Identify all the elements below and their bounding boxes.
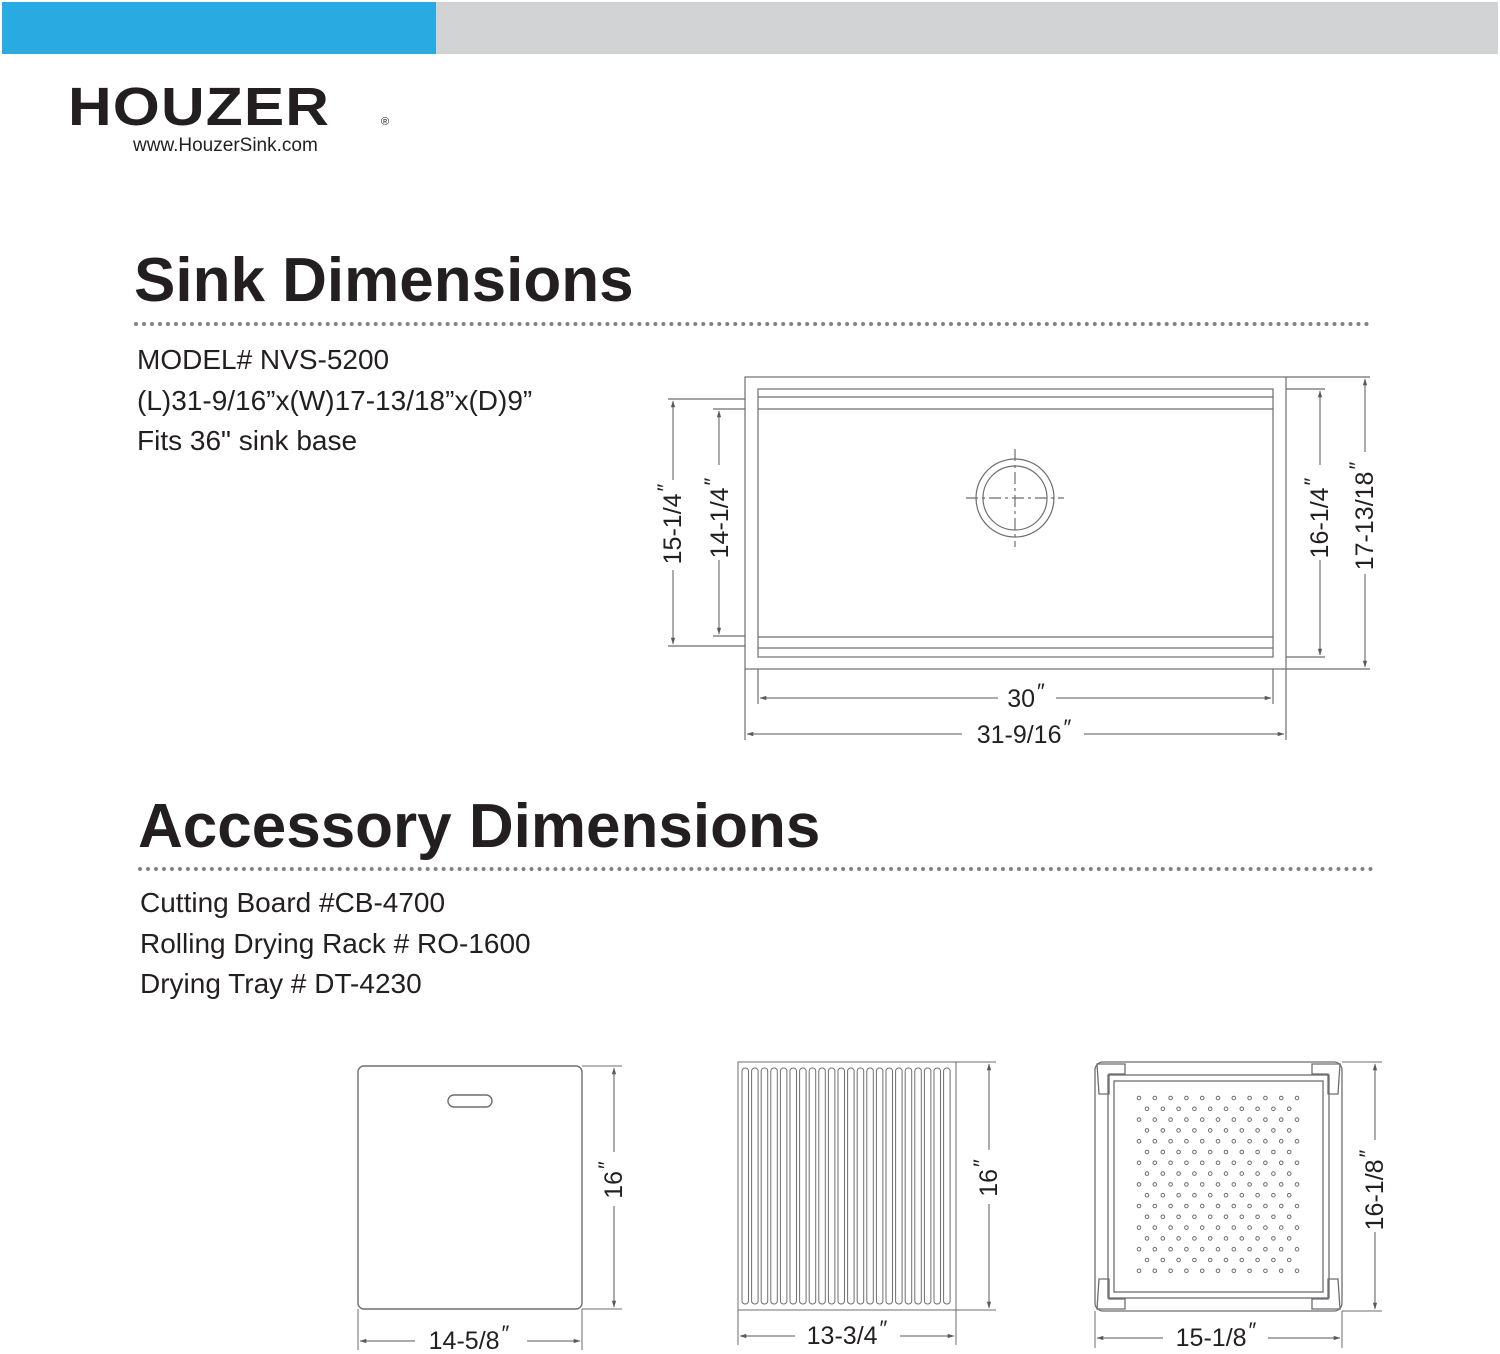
tray-hole	[1287, 1107, 1291, 1111]
tray-hole	[1185, 1226, 1189, 1230]
tray-hole	[1279, 1118, 1283, 1122]
tray-hole	[1145, 1237, 1149, 1241]
tray-hole	[1153, 1204, 1157, 1208]
tray-hole	[1200, 1247, 1204, 1251]
tray-corner-br	[1312, 1279, 1340, 1309]
tray-hole	[1177, 1150, 1181, 1154]
tray-hole	[1200, 1139, 1204, 1143]
tray-hole	[1177, 1107, 1181, 1111]
tray-hole	[1216, 1269, 1220, 1273]
tray-hole	[1264, 1118, 1268, 1122]
tray-hole	[1161, 1172, 1165, 1176]
tray-hole	[1232, 1118, 1236, 1122]
tray-hole	[1256, 1258, 1260, 1262]
tray-hole	[1264, 1247, 1268, 1251]
accessory-drying-rack: Rolling Drying Rack # RO-1600	[140, 927, 531, 959]
tray-hole	[1279, 1161, 1283, 1165]
tray-hole	[1208, 1172, 1212, 1176]
tray-corner-tl	[1097, 1064, 1125, 1094]
tray-hole	[1232, 1183, 1236, 1187]
sink-model: MODEL# NVS-5200	[137, 344, 390, 375]
tray-hole	[1137, 1161, 1141, 1165]
tray-hole	[1264, 1226, 1268, 1230]
rack-bar	[857, 1068, 864, 1304]
tray-hole	[1240, 1215, 1244, 1219]
tray-hole	[1272, 1172, 1276, 1176]
sink-depth-inner-label: 14-1/4″	[700, 477, 734, 559]
tray-hole	[1200, 1161, 1204, 1165]
tray-hole	[1272, 1129, 1276, 1133]
tray-hole	[1256, 1150, 1260, 1154]
tray-hole	[1264, 1204, 1268, 1208]
tray-hole	[1295, 1161, 1299, 1165]
tray-hole	[1177, 1193, 1181, 1197]
tray-hole	[1264, 1139, 1268, 1143]
tray-hole	[1145, 1107, 1149, 1111]
tray-hole	[1177, 1129, 1181, 1133]
tray-hole	[1208, 1237, 1212, 1241]
tray-hole	[1272, 1258, 1276, 1262]
tray-hole	[1185, 1096, 1189, 1100]
tray-hole	[1272, 1193, 1276, 1197]
tray-hole	[1279, 1204, 1283, 1208]
tray-hole	[1137, 1183, 1141, 1187]
tray-hole	[1240, 1237, 1244, 1241]
rack-bar	[896, 1068, 903, 1304]
tray-hole	[1256, 1107, 1260, 1111]
tray-hole	[1153, 1183, 1157, 1187]
tray-hole	[1169, 1269, 1173, 1273]
tray-hole	[1193, 1193, 1197, 1197]
tray-hole	[1256, 1215, 1260, 1219]
tray-hole	[1169, 1118, 1173, 1122]
tray-hole	[1216, 1247, 1220, 1251]
rack-bar	[838, 1068, 845, 1304]
tray-hole	[1153, 1226, 1157, 1230]
rack-bar	[742, 1068, 749, 1304]
cutting-board-drawing	[358, 1066, 622, 1350]
tray-hole	[1161, 1215, 1165, 1219]
tray-hole	[1232, 1204, 1236, 1208]
tray-hole	[1169, 1247, 1173, 1251]
drying-tray-drawing	[1095, 1062, 1382, 1348]
tray-hole	[1169, 1226, 1173, 1230]
rack-bar	[944, 1068, 951, 1304]
tray-hole	[1169, 1183, 1173, 1187]
tray-hole	[1224, 1237, 1228, 1241]
tray-hole	[1264, 1096, 1268, 1100]
tray-hole	[1287, 1215, 1291, 1219]
tray-hole	[1216, 1226, 1220, 1230]
tray-hole	[1248, 1118, 1252, 1122]
tray-hole	[1216, 1204, 1220, 1208]
tray-hole	[1232, 1269, 1236, 1273]
drain-icon	[966, 449, 1064, 547]
tray-hole	[1193, 1215, 1197, 1219]
tray-hole	[1264, 1161, 1268, 1165]
drying-tray-width-label: 15-1/8″	[1175, 1318, 1257, 1352]
cutting-board-width-label: 14-5/8″	[428, 1321, 510, 1354]
tray-hole	[1161, 1107, 1165, 1111]
tray-hole	[1216, 1118, 1220, 1122]
tray-hole	[1153, 1118, 1157, 1122]
tray-hole	[1216, 1183, 1220, 1187]
tray-hole	[1295, 1096, 1299, 1100]
tray-hole	[1248, 1247, 1252, 1251]
tray-hole	[1287, 1193, 1291, 1197]
tray-hole	[1153, 1161, 1157, 1165]
tray-hole	[1153, 1139, 1157, 1143]
tray-hole	[1287, 1237, 1291, 1241]
tray-hole	[1161, 1193, 1165, 1197]
rack-bar	[790, 1068, 797, 1304]
tray-hole	[1279, 1269, 1283, 1273]
tray-hole	[1224, 1129, 1228, 1133]
tray-hole	[1185, 1118, 1189, 1122]
tray-hole	[1248, 1183, 1252, 1187]
drying-tray-height-label: 16-1/8″	[1355, 1149, 1389, 1231]
tray-hole	[1185, 1247, 1189, 1251]
cutting-board-height-label: 16″	[594, 1161, 628, 1199]
tray-hole	[1295, 1139, 1299, 1143]
rack-bar	[752, 1068, 759, 1304]
tray-hole	[1208, 1150, 1212, 1154]
tray-hole	[1200, 1226, 1204, 1230]
tray-hole	[1295, 1226, 1299, 1230]
tray-hole	[1248, 1204, 1252, 1208]
tray-hole	[1279, 1139, 1283, 1143]
tray-hole	[1137, 1247, 1141, 1251]
tray-hole	[1256, 1172, 1260, 1176]
tray-hole	[1177, 1237, 1181, 1241]
rack-bar	[915, 1068, 922, 1304]
tray-hole	[1200, 1183, 1204, 1187]
tray-hole	[1240, 1193, 1244, 1197]
tray-hole	[1137, 1226, 1141, 1230]
tray-hole	[1240, 1258, 1244, 1262]
cutting-board-outline	[358, 1066, 582, 1309]
tray-hole	[1264, 1183, 1268, 1187]
tray-hole	[1145, 1129, 1149, 1133]
tray-hole	[1248, 1139, 1252, 1143]
tray-hole	[1145, 1258, 1149, 1262]
tray-hole	[1279, 1226, 1283, 1230]
tray-hole	[1287, 1150, 1291, 1154]
tray-hole	[1153, 1096, 1157, 1100]
tray-hole	[1193, 1129, 1197, 1133]
rack-bar	[886, 1068, 893, 1304]
tray-hole	[1208, 1258, 1212, 1262]
tray-hole	[1145, 1150, 1149, 1154]
tray-hole	[1272, 1215, 1276, 1219]
tray-hole	[1161, 1258, 1165, 1262]
tray-hole	[1232, 1096, 1236, 1100]
rack-bar	[780, 1068, 787, 1304]
rack-bar	[876, 1068, 883, 1304]
tray-hole	[1200, 1096, 1204, 1100]
tray-hole	[1145, 1215, 1149, 1219]
rack-bar	[924, 1068, 931, 1304]
sink-width-inner-label: 16-1/4″	[1300, 477, 1334, 559]
tray-hole	[1208, 1129, 1212, 1133]
tray-corner-tr	[1312, 1064, 1340, 1094]
tray-hole	[1177, 1215, 1181, 1219]
tray-hole	[1287, 1258, 1291, 1262]
tray-hole	[1232, 1226, 1236, 1230]
tray-hole	[1240, 1172, 1244, 1176]
tray-hole	[1279, 1096, 1283, 1100]
tray-hole	[1248, 1269, 1252, 1273]
tray-hole	[1256, 1237, 1260, 1241]
tray-hole	[1240, 1129, 1244, 1133]
tray-hole	[1248, 1226, 1252, 1230]
tray-hole	[1153, 1269, 1157, 1273]
tray-hole	[1232, 1161, 1236, 1165]
rack-bar	[771, 1068, 778, 1304]
tray-hole	[1279, 1247, 1283, 1251]
tray-hole	[1161, 1237, 1165, 1241]
tray-hole	[1185, 1204, 1189, 1208]
accessory-dimensions-heading: Accessory Dimensions	[138, 792, 821, 861]
tray-hole	[1161, 1129, 1165, 1133]
tray-hole	[1295, 1118, 1299, 1122]
website-link[interactable]: www.HouzerSink.com	[133, 135, 318, 156]
tray-hole	[1279, 1183, 1283, 1187]
tray-hole	[1272, 1237, 1276, 1241]
tray-hole	[1169, 1139, 1173, 1143]
tray-hole	[1169, 1204, 1173, 1208]
tray-hole	[1295, 1204, 1299, 1208]
rack-bar	[809, 1068, 816, 1304]
tray-hole	[1137, 1118, 1141, 1122]
tray-hole	[1193, 1258, 1197, 1262]
tray-hole	[1295, 1183, 1299, 1187]
sink-length-outer-label: 31-9/16″	[976, 715, 1072, 749]
rack-bar	[800, 1068, 807, 1304]
tray-hole	[1224, 1107, 1228, 1111]
tray-corner-bl	[1097, 1279, 1125, 1309]
tray-hole	[1177, 1172, 1181, 1176]
tray-hole	[1137, 1269, 1141, 1273]
tray-hole	[1177, 1258, 1181, 1262]
tray-hole	[1216, 1096, 1220, 1100]
tray-hole	[1208, 1215, 1212, 1219]
tray-hole	[1200, 1204, 1204, 1208]
tray-hole	[1295, 1247, 1299, 1251]
tray-hole	[1193, 1150, 1197, 1154]
tray-hole	[1193, 1107, 1197, 1111]
tray-hole	[1161, 1150, 1165, 1154]
tray-hole	[1193, 1172, 1197, 1176]
tray-hole	[1145, 1193, 1149, 1197]
tray-hole	[1295, 1269, 1299, 1273]
tray-hole	[1137, 1096, 1141, 1100]
tray-hole	[1216, 1161, 1220, 1165]
tray-hole	[1224, 1150, 1228, 1154]
sink-depth-outer-label: 15-1/4″	[653, 483, 687, 565]
tray-hole	[1185, 1269, 1189, 1273]
drying-rack-drawing	[738, 1062, 996, 1345]
tray-hole	[1232, 1247, 1236, 1251]
tray-hole	[1224, 1258, 1228, 1262]
rack-bar	[934, 1068, 941, 1304]
sink-base: Fits 36" sink base	[137, 425, 358, 456]
sink-width-outer-label: 17-13/18″	[1345, 461, 1379, 571]
tray-hole	[1185, 1161, 1189, 1165]
tray-hole	[1272, 1150, 1276, 1154]
tray-hole	[1208, 1107, 1212, 1111]
rack-bar	[819, 1068, 826, 1304]
rack-bar	[905, 1068, 912, 1304]
registered-mark: ®	[381, 116, 390, 128]
accessory-cutting-board: Cutting Board #CB-4700	[140, 887, 446, 918]
tray-hole	[1248, 1096, 1252, 1100]
tray-hole	[1256, 1193, 1260, 1197]
drying-rack-height-label: 16″	[969, 1159, 1003, 1197]
tray-hole	[1272, 1107, 1276, 1111]
tray-hole	[1145, 1172, 1149, 1176]
tray-hole	[1224, 1172, 1228, 1176]
tray-hole	[1137, 1139, 1141, 1143]
tray-hole	[1256, 1129, 1260, 1133]
rack-bar	[848, 1068, 855, 1304]
tray-hole	[1287, 1172, 1291, 1176]
tray-hole	[1200, 1269, 1204, 1273]
tray-hole	[1240, 1107, 1244, 1111]
cutting-board-handle	[448, 1095, 492, 1107]
rack-bar	[761, 1068, 768, 1304]
tray-hole	[1264, 1269, 1268, 1273]
sink-length-inner-label: 30″	[1007, 679, 1045, 713]
accessory-drying-tray: Drying Tray # DT-4230	[140, 968, 422, 999]
tray-hole	[1200, 1118, 1204, 1122]
tray-hole	[1169, 1096, 1173, 1100]
rack-bar	[828, 1068, 835, 1304]
tray-hole	[1169, 1161, 1173, 1165]
tray-hole	[1185, 1139, 1189, 1143]
sink-dimensions-heading: Sink Dimensions	[134, 246, 634, 315]
rack-bar	[867, 1068, 874, 1304]
houzer-logo: HOUZER	[68, 77, 331, 137]
tray-hole	[1137, 1204, 1141, 1208]
tray-hole	[1185, 1183, 1189, 1187]
tray-hole	[1240, 1150, 1244, 1154]
tray-hole	[1193, 1237, 1197, 1241]
tray-hole	[1232, 1139, 1236, 1143]
drying-rack-width-label: 13-3/4″	[806, 1316, 888, 1350]
tray-hole	[1224, 1215, 1228, 1219]
tray-hole	[1153, 1247, 1157, 1251]
tray-hole	[1248, 1161, 1252, 1165]
tray-hole	[1224, 1193, 1228, 1197]
tray-hole	[1287, 1129, 1291, 1133]
sink-dimension-lines	[673, 379, 1365, 734]
sink-size: (L)31-9/16”x(W)17-13/18”x(D)9”	[137, 384, 533, 416]
tray-hole	[1208, 1193, 1212, 1197]
tray-hole	[1216, 1139, 1220, 1143]
